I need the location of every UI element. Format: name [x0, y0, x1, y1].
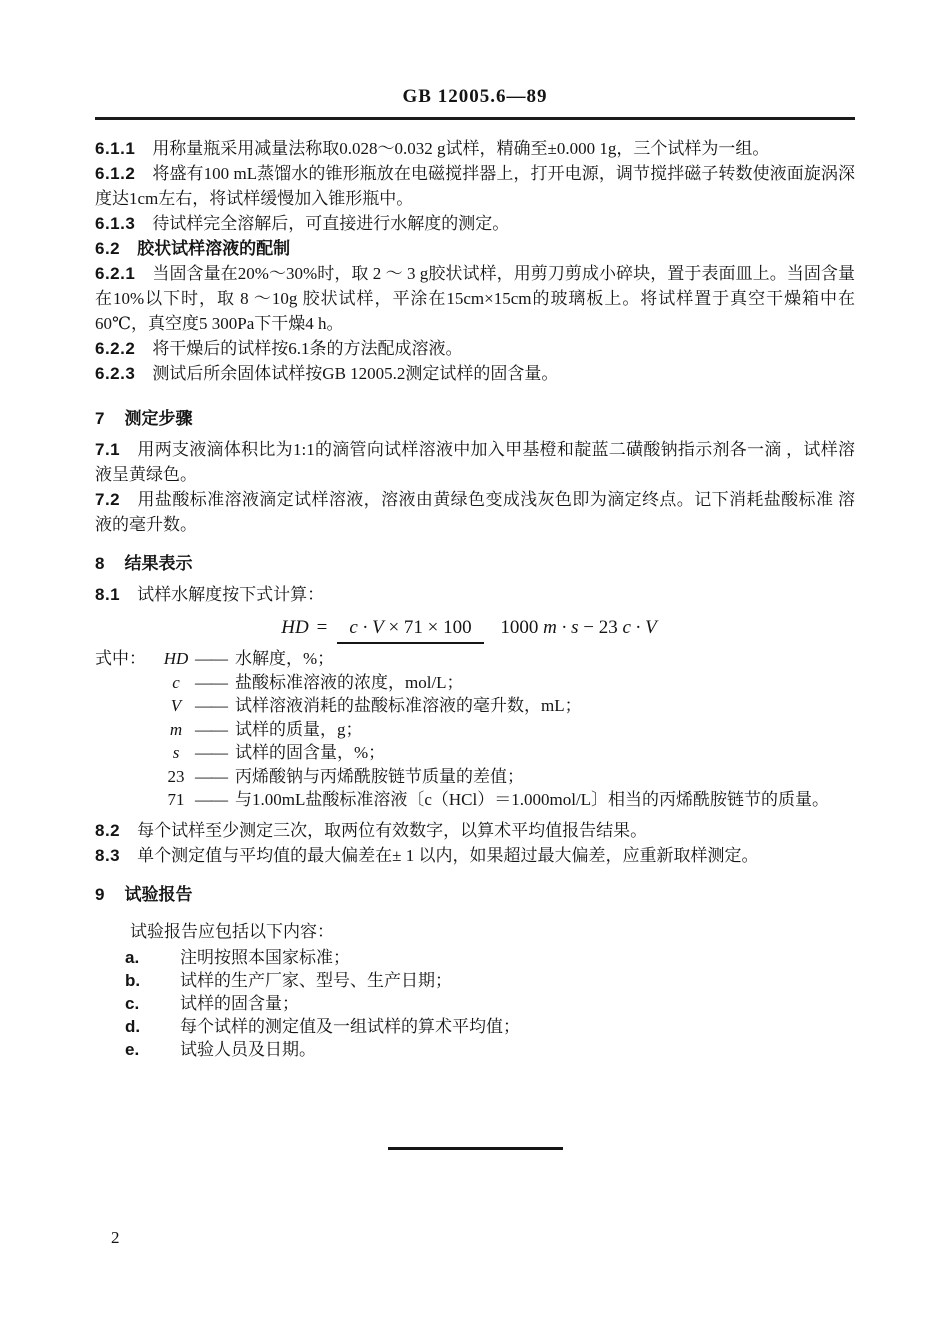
clause-text: 每个试样至少测定三次，取两位有效数字，以算术平均值报告结果。: [137, 820, 648, 840]
term-description: 丙烯酸钠与丙烯酰胺链节质量的差值；: [235, 766, 524, 786]
report-item-label: a.: [125, 947, 140, 967]
where-prefix-spacer: [95, 741, 157, 765]
term-dash: ——: [195, 672, 227, 692]
clause-text: 试样水解度按下式计算：: [137, 585, 325, 604]
term-dash: ——: [195, 719, 227, 739]
numerator-variables: c · V: [349, 617, 384, 638]
term-description: 试样的质量，g；: [235, 719, 363, 739]
term-symbol: m: [169, 719, 183, 739]
term-symbol: c: [172, 672, 180, 692]
denominator-constant-2: − 23: [578, 617, 623, 638]
numerator-constants: × 71 × 100: [383, 617, 472, 638]
report-item-text: 试样的固含量；: [180, 993, 299, 1013]
section-number: 8: [95, 554, 105, 573]
section-title: 测定步骤: [124, 409, 193, 428]
clause-6-1-3: [95, 211, 855, 236]
term-row-71: [95, 788, 855, 812]
clause-number: 6.2.2: [95, 339, 136, 358]
report-item-c: [95, 992, 855, 1015]
where-prefix-spacer: [95, 694, 157, 718]
formula-numerator: [337, 617, 483, 644]
clause-7-2: [95, 487, 855, 537]
term-dash: ——: [195, 649, 227, 668]
clause-6-1-1: [95, 136, 855, 161]
denominator-variables-1: m · s: [543, 617, 579, 638]
clause-text: 测试后所余固体试样按GB 12005.2测定试样的固含量。: [152, 364, 559, 383]
section-number: 9: [95, 884, 105, 904]
clause-number: 6.2: [95, 239, 121, 258]
formula-fraction: [337, 617, 668, 639]
clause-number: 7.2: [95, 490, 121, 509]
report-item-label: e.: [125, 1039, 140, 1059]
term-symbol: V: [170, 696, 182, 715]
clause-text: 用称量瓶采用减量法称取0.028～0.032 g试样，精确至±0.000 1g，三个试样为一组。: [152, 139, 770, 158]
clause-number: 6.1.1: [95, 139, 136, 158]
term-symbol: HD: [163, 649, 189, 668]
header-rule: [95, 117, 855, 120]
where-prefix: 式中：: [95, 649, 146, 668]
section-7-heading: [95, 406, 855, 431]
hydrolysis-degree-formula: [95, 617, 855, 639]
report-item-label: c.: [125, 993, 140, 1013]
report-intro: 试验报告应包括以下内容：: [130, 921, 334, 941]
section-9-heading: [95, 882, 855, 907]
denominator-constant-1: 1000: [500, 617, 544, 638]
formula-denominator: [488, 613, 668, 638]
clause-text: 将盛有100 mL蒸馏水的锥形瓶放在电磁搅拌器上，打开电源，调节搅拌磁子转数使液面旋涡深度达1cm左右，将试样缓慢加入锥形瓶中。: [95, 164, 855, 208]
clause-8-1: [95, 582, 855, 607]
report-item-text: 试验人员及日期。: [180, 1039, 316, 1059]
clause-number: 7.1: [95, 440, 121, 459]
clause-6-2-2: [95, 336, 855, 361]
term-symbol: 71: [167, 790, 185, 809]
report-item-a: [95, 946, 855, 969]
report-item-d: [95, 1015, 855, 1038]
clause-number: 6.2.1: [95, 264, 136, 283]
clause-number: 8.1: [95, 585, 121, 604]
clause-text: 用两支液滴体积比为1:1的滴管向试样溶液中加入甲基橙和靛蓝二磺酸钠指示剂各一滴 ，试样溶液呈黄绿色。: [95, 440, 855, 484]
term-description: 与1.00mL盐酸标准溶液〔c（HCl）＝1.000mol/L〕相当的丙烯酰胺链节的质量。: [235, 790, 830, 809]
report-item-b: [95, 969, 855, 992]
clause-number: 6.1.2: [95, 164, 136, 183]
clause-text: 当固含量在20%～30%时，取 2 ～ 3 g胶状试样，用剪刀剪成小碎块，置于表面皿上。当固含量在10%以下时，取 8 ～10g 胶状试样，平涂在15cm×15cm的玻璃板上。将试样置于真空干燥箱中在60℃，真空度5 300Pa下干燥4 h。: [95, 264, 855, 333]
section-title: 结果表示: [124, 554, 193, 573]
term-row-hd: [95, 647, 855, 671]
clause-number: 6.1.3: [95, 214, 136, 233]
end-of-document-rule: [388, 1147, 563, 1150]
clause-6-2-3: [95, 361, 855, 386]
report-items-list: [95, 946, 855, 1061]
term-description: 试样的固含量，%；: [235, 743, 386, 762]
clause-text: 将干燥后的试样按6.1条的方法配成溶液。: [152, 339, 463, 358]
term-description: 盐酸标准溶液的浓度，mol/L；: [235, 672, 464, 692]
clause-8-2: [95, 818, 855, 843]
term-dash: ——: [195, 790, 227, 809]
clause-number: 8.3: [95, 845, 121, 865]
section-title: 试验报告: [124, 884, 193, 904]
formula-lhs: HD: [281, 617, 309, 638]
term-row-v: [95, 694, 855, 718]
term-row-23: [95, 765, 855, 789]
term-description: 水解度，%；: [235, 649, 335, 668]
term-symbol: 23: [167, 766, 185, 786]
term-dash: ——: [195, 743, 227, 762]
where-prefix-spacer: [95, 718, 157, 742]
term-description: 试样溶液消耗的盐酸标准溶液的毫升数，mL；: [235, 696, 582, 715]
where-prefix-spacer: [95, 788, 157, 812]
term-row-m: [95, 718, 855, 742]
clause-title-text: 胶状试样溶液的配制: [137, 239, 291, 258]
denominator-variables-2: c · V: [622, 617, 657, 638]
clause-6-2-title: [95, 236, 855, 261]
clause-6-1-2: [95, 161, 855, 211]
clause-text: 待试样完全溶解后，可直接进行水解度的测定。: [152, 214, 510, 233]
clause-number: 8.2: [95, 820, 121, 840]
document-body: [95, 136, 855, 1150]
clause-text: 单个测定值与平均值的最大偏差在± 1 以内，如果超过最大偏差，应重新取样测定。: [137, 845, 759, 865]
where-prefix-spacer: [95, 765, 157, 789]
report-item-label: d.: [125, 1016, 141, 1036]
term-dash: ——: [195, 766, 227, 786]
clause-number: 6.2.3: [95, 364, 136, 383]
formula-equals-sign: =: [316, 617, 328, 638]
clause-text: 用盐酸标准溶液滴定试样溶液，溶液由黄绿色变成浅灰色即为滴定终点。记下消耗盐酸标准 溶液的毫升数。: [95, 490, 855, 534]
section-8-heading: [95, 551, 855, 576]
where-prefix-spacer: [95, 671, 157, 695]
report-item-text: 试样的生产厂家、型号、生产日期；: [180, 970, 452, 990]
section-number: 7: [95, 409, 105, 428]
report-item-e: [95, 1038, 855, 1061]
report-item-text: 注明按照本国家标准；: [180, 947, 350, 967]
term-row-c: [95, 671, 855, 695]
clause-7-1: [95, 437, 855, 487]
report-item-label: b.: [125, 970, 141, 990]
standard-code-header: GB 12005.6—89: [402, 86, 548, 107]
report-item-text: 每个试样的测定值及一组试样的算术平均值；: [180, 1016, 520, 1036]
clause-6-2-1: [95, 261, 855, 336]
page-number: 2: [111, 1228, 120, 1247]
formula-terms-list: [95, 647, 855, 812]
clause-8-3: [95, 843, 855, 868]
term-symbol: s: [172, 743, 180, 762]
term-dash: ——: [195, 696, 227, 715]
term-row-s: [95, 741, 855, 765]
